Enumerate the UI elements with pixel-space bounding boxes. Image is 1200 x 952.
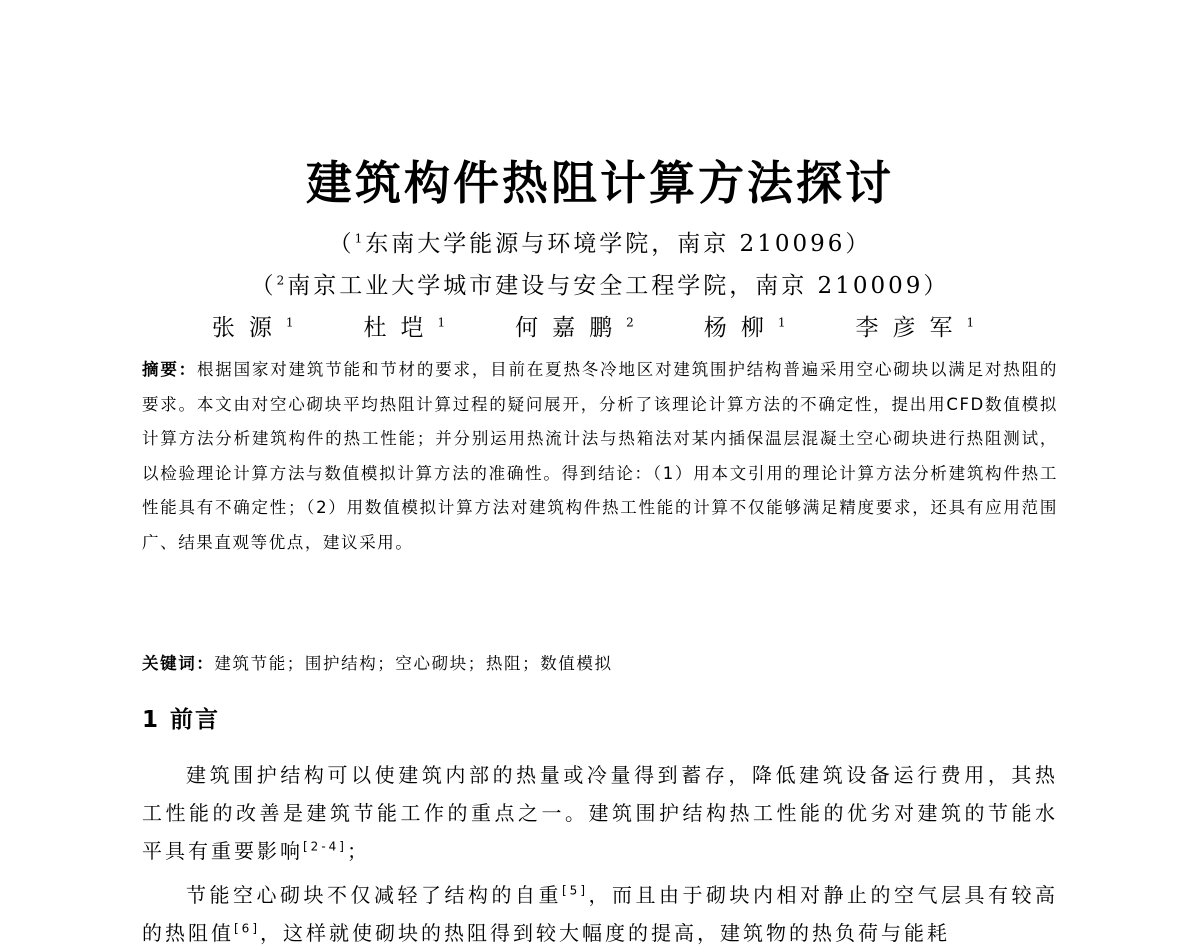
author: 杨柳$^1$ — [703, 315, 800, 341]
body-paragraph-1: 建筑围护结构可以使建筑内部的热量或冷量得到蓄存，降低建筑设备运行费用，其热工性能的改善是建筑节能工作的重点之一。建筑围护结构热工性能的优劣对建筑的节能水平具有重要影响[2-4]； — [142, 763, 1058, 863]
affiliation-1-open: （ — [328, 231, 355, 257]
citation: [6] — [234, 921, 260, 936]
affiliation-2-open: （ — [250, 273, 277, 299]
section-heading: 1 前言 — [142, 707, 221, 733]
affiliation-2 — [0, 269, 1200, 303]
body-paragraph-2: 节能空心砌块不仅减轻了结构的自重[5]，而且由于砌块内相对静止的空气层具有较高的热阻值[6]，这样就使砌块的热阻得到较大幅度的提高，建筑物的热负荷与能耗 — [142, 883, 1058, 945]
author: 何嘉鹏$^2$ — [515, 315, 648, 341]
author: 杜垲$^1$ — [363, 315, 460, 341]
abstract — [142, 353, 1058, 560]
affiliation-1 — [0, 227, 1200, 261]
keywords — [142, 647, 1058, 681]
affiliation-1-text: 东南大学能源与环境学院，南京 210096） — [365, 231, 872, 257]
citation: [2-4] — [303, 839, 347, 854]
keywords-text: 建筑节能；围护结构；空心砌块；热阻；数值模拟 — [214, 654, 613, 673]
abstract-label: 摘要： — [142, 360, 197, 379]
author: 李彦军$^1$ — [855, 315, 989, 341]
abstract-text: 根据国家对建筑节能和节材的要求，目前在夏热冬冷地区对建筑围护结构普遍采用空心砌块以满足对热阻的要求。本文由对空心砌块平均热阻计算过程的疑问展开，分析了该理论计算方法的不确定性，提出用CFD数值模拟计算方法分析建筑构件的热工性能；并分别运用热流计法与热箱法对某内插保温层混凝土空心砌块进行热阻测试，以检验理论计算方法与数值模拟计算方法的准确性。得到结论：（1）用本文引用的理论计算方法分析建筑构件热工性能具有不确定性；（2）用数值模拟计算方法对建筑构件热工性能的计算不仅能够满足精度要求，还具有应用范围广、结果直观等优点，建议采用。 — [142, 360, 1058, 552]
affiliation-1-sup: 1 — [354, 231, 366, 246]
affiliation-2-sup: 2 — [276, 273, 288, 288]
author: 张源$^1$ — [211, 315, 308, 341]
keywords-label: 关键词： — [142, 654, 215, 673]
citation: [5] — [562, 883, 588, 898]
affiliation-2-text: 南京工业大学城市建设与安全工程学院，南京 210009） — [287, 273, 950, 299]
paper-title: 建筑构件热阻计算方法探讨 — [306, 156, 894, 210]
author-list — [0, 311, 1200, 345]
